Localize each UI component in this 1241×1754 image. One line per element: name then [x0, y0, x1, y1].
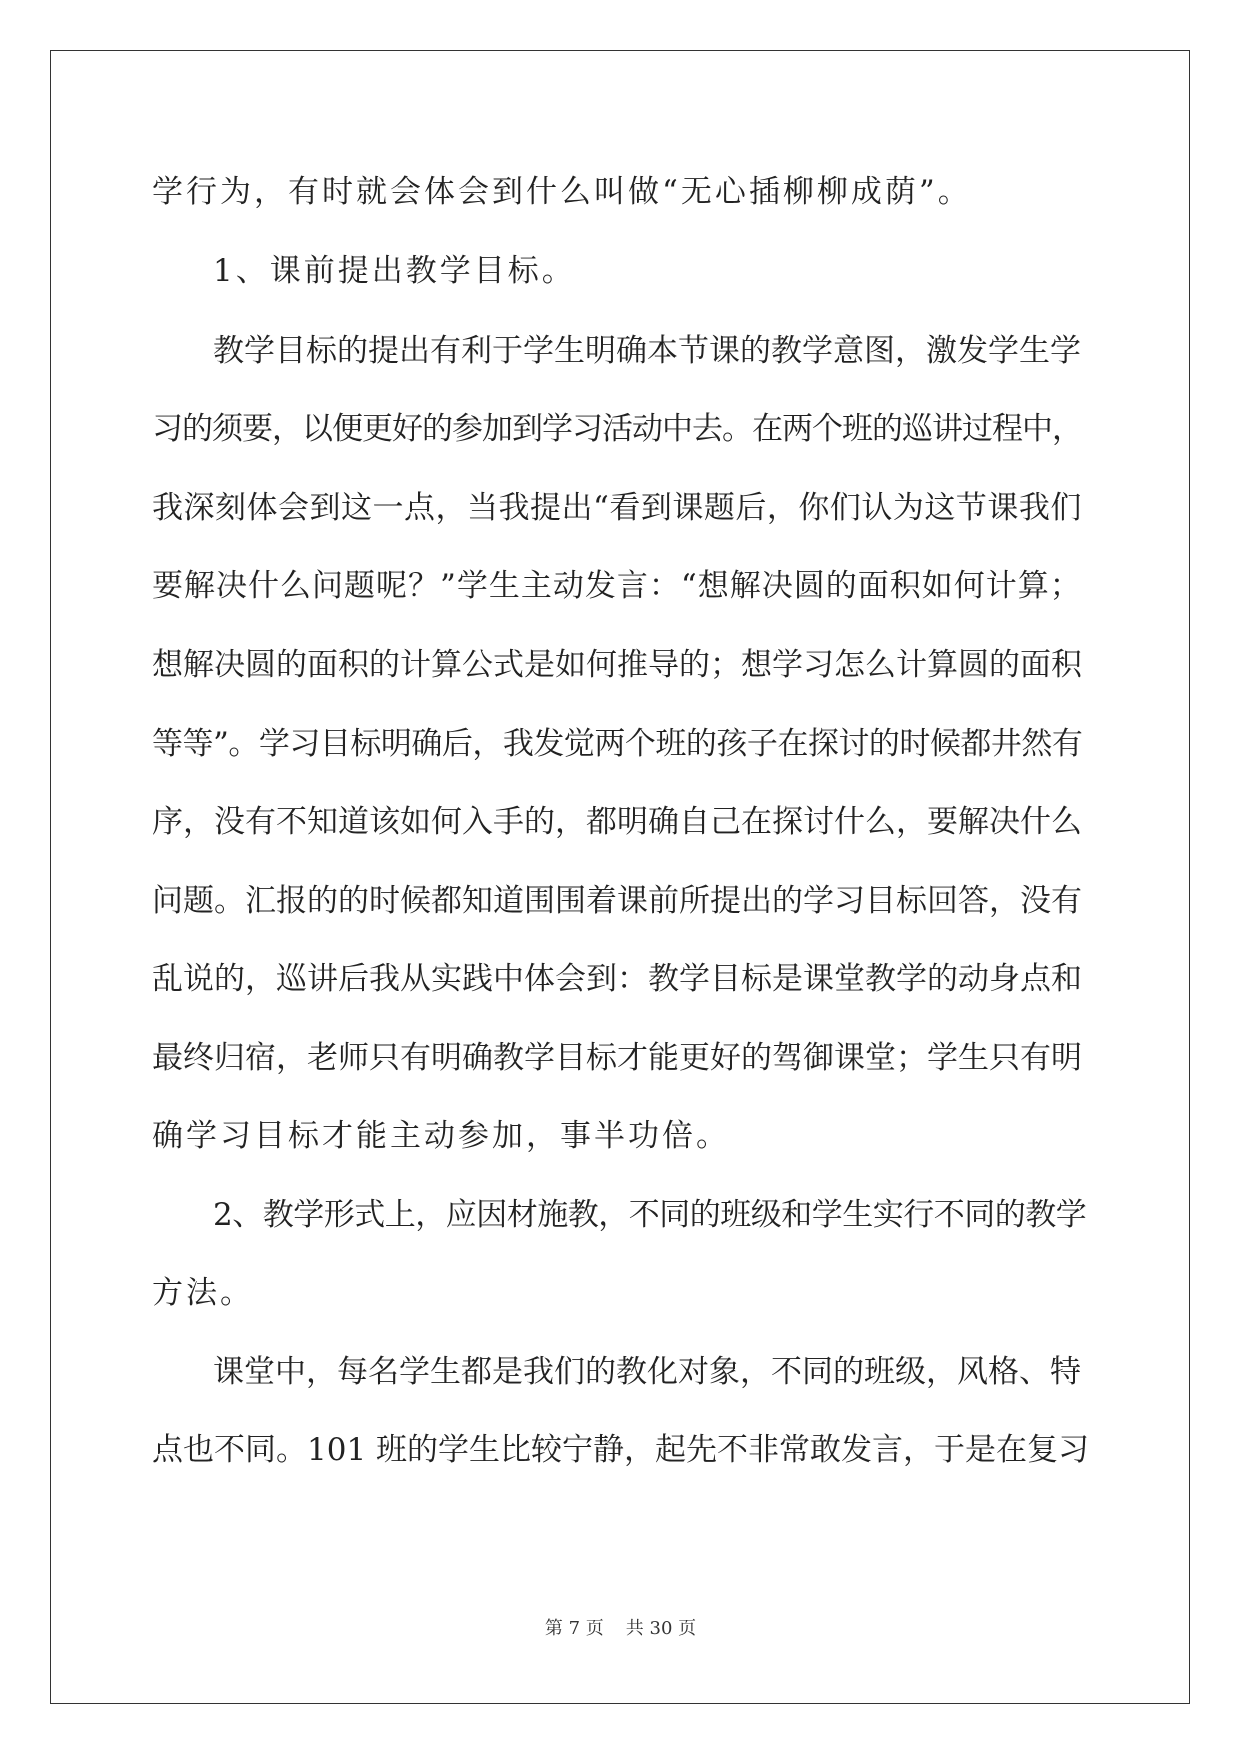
text-line: 习的须要，以便更好的参加到学习活动中去。在两个班的巡讲过程中，	[152, 411, 1082, 447]
section-heading: 2、教学形式上，应因材施教，不同的班级和学生实行不同的教学	[213, 1197, 1087, 1233]
text-line: 序，没有不知道该如何入手的，都明确自己在探讨什么，要解决什么	[152, 804, 1082, 840]
text-line: 乱说的，巡讲后我从实践中体会到：教学目标是课堂教学的动身点和	[152, 961, 1082, 997]
text-line: 最终归宿，老师只有明确教学目标才能更好的驾御课堂；学生只有明	[152, 1040, 1082, 1076]
text-line: 要解决什么问题呢？”学生主动发言：“想解决圆的面积如何计算；	[152, 568, 1082, 604]
text-line: 点也不同。101 班的学生比较宁静，起先不非常敢发言，于是在复习	[152, 1432, 1090, 1468]
text-line: 问题。汇报的的时候都知道围围着课前所提出的学习目标回答，没有	[152, 883, 1082, 919]
text-line: 确学习目标才能主动参加，事半功倍。	[152, 1118, 730, 1154]
text-line: 方法。	[152, 1275, 254, 1311]
text-line: 等等”。学习目标明确后，我发觉两个班的孩子在探讨的时候都井然有	[152, 726, 1083, 762]
page-total: 共 30 页	[625, 1618, 697, 1639]
page-number: 第 7 页	[544, 1618, 604, 1639]
text-line: 我深刻体会到这一点，当我提出“看到课题后，你们认为这节课我们	[152, 490, 1082, 526]
page-footer	[0, 1617, 1241, 1641]
text-line: 课堂中，每名学生都是我们的教化对象，不同的班级，风格、特	[213, 1354, 1081, 1390]
section-heading: 1、课前提出教学目标。	[213, 253, 576, 289]
text-line: 教学目标的提出有利于学生明确本节课的教学意图，激发学生学	[213, 333, 1081, 369]
text-line: 学行为，有时就会体会到什么叫做“无心插柳柳成荫”。	[152, 174, 972, 210]
text-line: 想解决圆的面积的计算公式是如何推导的；想学习怎么计算圆的面积	[152, 647, 1082, 683]
